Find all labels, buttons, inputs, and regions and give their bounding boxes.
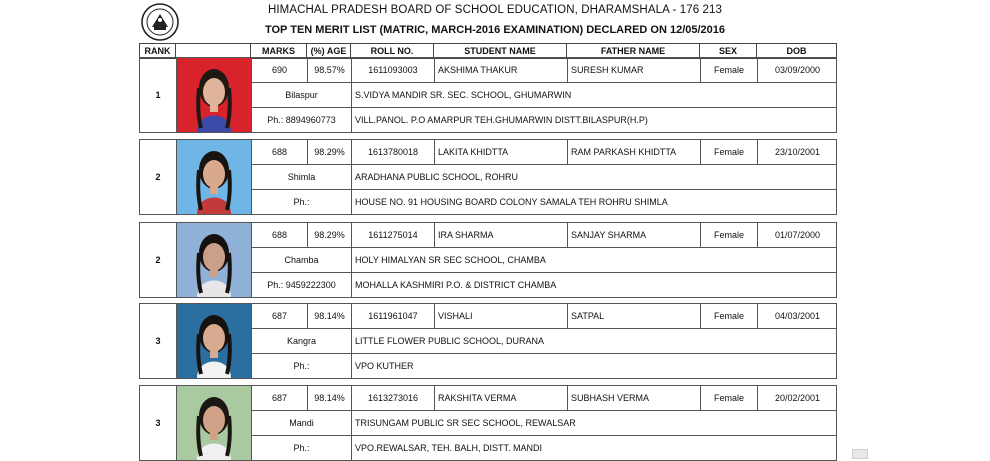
phone-value: Ph.: — [251, 354, 351, 378]
scrollbar-thumb[interactable] — [852, 449, 868, 459]
percentage-value: 98.29% — [307, 223, 351, 248]
dob-value: 20/02/2001 — [757, 386, 837, 411]
father-name: SURESH KUMAR — [567, 58, 700, 83]
merit-list-title: TOP TEN MERIT LIST (MATRIC, MARCH-2016 EXAMINATION) DECLARED ON 12/05/2016 — [264, 24, 726, 36]
roll-number: 1611961047 — [351, 304, 434, 329]
school-name: HOLY HIMALYAN SR SEC SCHOOL, CHAMBA — [351, 248, 837, 273]
roll-number: 1611275014 — [351, 223, 434, 248]
roll-number: 1613780018 — [351, 140, 434, 165]
col-rank: RANK — [139, 44, 175, 58]
address-value: HOUSE NO. 91 HOUSING BOARD COLONY SAMALA TEH ROHRU SHIMLA — [351, 190, 837, 214]
student-name: IRA SHARMA — [434, 223, 567, 248]
district-value: Shimla — [251, 165, 351, 190]
board-title: HIMACHAL PRADESH BOARD OF SCHOOL EDUCATION, DHARAMSHALA - 176 213 — [267, 4, 723, 16]
district-value: Bilaspur — [251, 83, 351, 108]
student-name: VISHALI — [434, 304, 567, 329]
father-name: RAM PARKASH KHIDTTA — [567, 140, 700, 165]
district-value: Kangra — [251, 329, 351, 354]
student-photo — [176, 304, 251, 378]
percentage-value: 98.29% — [307, 140, 351, 165]
dob-value: 04/03/2001 — [757, 304, 837, 329]
col-father-name: FATHER NAME — [566, 44, 699, 58]
roll-number: 1613273016 — [351, 386, 434, 411]
marks-value: 687 — [251, 304, 307, 329]
student-name: RAKSHITA VERMA — [434, 386, 567, 411]
phone-value: Ph.: — [251, 190, 351, 214]
merit-record — [139, 139, 837, 215]
col-dob: DOB — [756, 44, 837, 58]
percentage-value: 98.14% — [307, 386, 351, 411]
dob-value: 01/07/2000 — [757, 223, 837, 248]
student-name: LAKITA KHIDTTA — [434, 140, 567, 165]
col-marks: MARKS — [250, 44, 306, 58]
marks-value: 690 — [251, 58, 307, 83]
marks-value: 688 — [251, 223, 307, 248]
address-value: VPO KUTHER — [351, 354, 837, 378]
phone-value: Ph.: 9459222300 — [251, 273, 351, 297]
phone-value: Ph.: — [251, 436, 351, 460]
col-sex: SEX — [699, 44, 756, 58]
dob-value: 03/09/2000 — [757, 58, 837, 83]
phone-value: Ph.: 8894960773 — [251, 108, 351, 132]
merit-record — [139, 57, 837, 133]
marks-value: 688 — [251, 140, 307, 165]
student-photo — [176, 386, 251, 460]
district-value: Mandi — [251, 411, 351, 436]
rank-value: 2 — [155, 172, 161, 182]
father-name: SUBHASH VERMA — [567, 386, 700, 411]
student-photo — [176, 58, 251, 132]
rank-value: 2 — [155, 255, 161, 265]
sex-value: Female — [700, 58, 757, 83]
student-name: AKSHIMA THAKUR — [434, 58, 567, 83]
dob-value: 23/10/2001 — [757, 140, 837, 165]
sex-value: Female — [700, 223, 757, 248]
percentage-value: 98.57% — [307, 58, 351, 83]
sex-value: Female — [700, 304, 757, 329]
percentage-value: 98.14% — [307, 304, 351, 329]
father-name: SATPAL — [567, 304, 700, 329]
merit-record — [139, 222, 837, 298]
merit-record — [139, 303, 837, 379]
address-value: MOHALLA KASHMIRI P.O. & DISTRICT CHAMBA — [351, 273, 837, 297]
student-photo — [176, 223, 251, 297]
marks-value: 687 — [251, 386, 307, 411]
col-photo — [175, 44, 250, 58]
father-name: SANJAY SHARMA — [567, 223, 700, 248]
school-name: ARADHANA PUBLIC SCHOOL, ROHRU — [351, 165, 837, 190]
col-roll-no: ROLL NO. — [350, 44, 433, 58]
district-value: Chamba — [251, 248, 351, 273]
address-value: VPO.REWALSAR, TEH. BALH, DISTT. MANDI — [351, 436, 837, 460]
rank-value: 3 — [155, 418, 161, 428]
col-percentage: (%) AGE — [306, 44, 350, 58]
rank-value: 3 — [155, 336, 161, 346]
sex-value: Female — [700, 386, 757, 411]
school-name: S.VIDYA MANDIR SR. SEC. SCHOOL, GHUMARWIN — [351, 83, 837, 108]
col-student-name: STUDENT NAME — [433, 44, 566, 58]
rank-value: 1 — [155, 90, 161, 100]
school-name: TRISUNGAM PUBLIC SR SEC SCHOOL, REWALSAR — [351, 411, 837, 436]
school-name: LITTLE FLOWER PUBLIC SCHOOL, DURANA — [351, 329, 837, 354]
roll-number: 1611093003 — [351, 58, 434, 83]
address-value: VILL.PANOL. P.O AMARPUR TEH.GHUMARWIN DISTT.BILASPUR(H.P) — [351, 108, 837, 132]
student-photo — [176, 140, 251, 214]
merit-record — [139, 385, 837, 461]
sex-value: Female — [700, 140, 757, 165]
